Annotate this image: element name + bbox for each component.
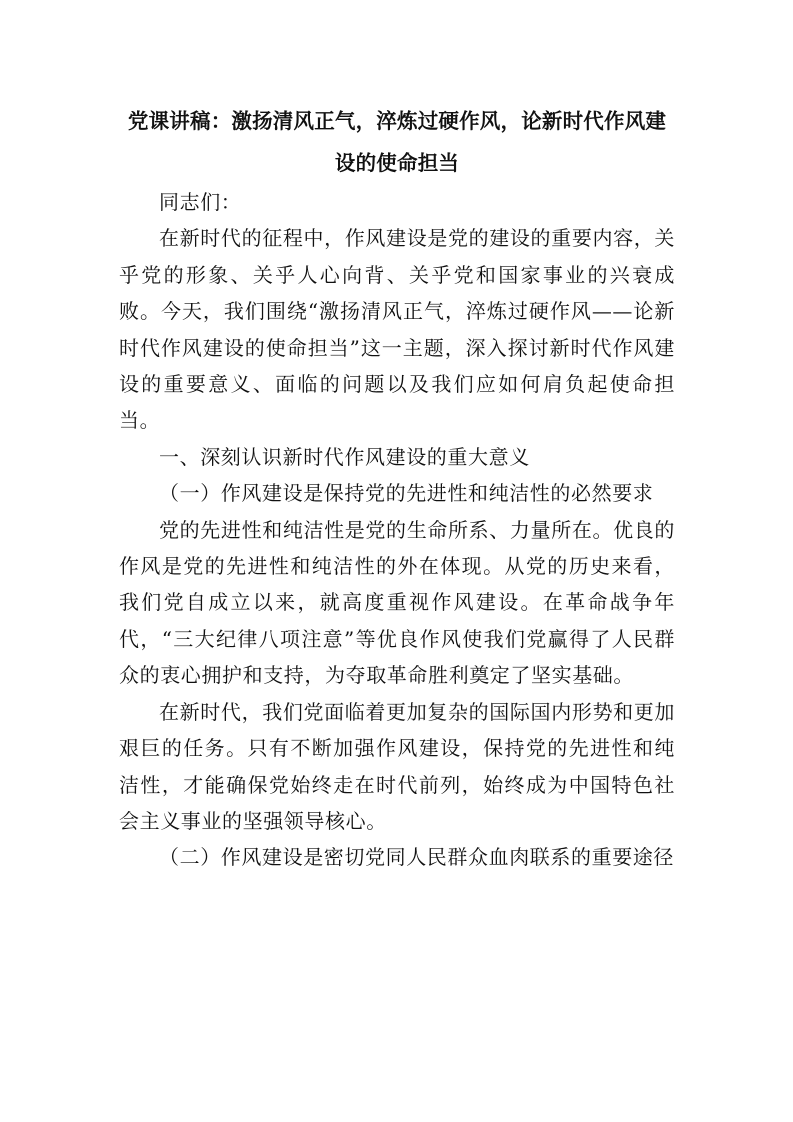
body-paragraph: 党的先进性和纯洁性是党的生命所系、力量所在。优良的作风是党的先进性和纯洁性的外在体现。从党的历史来看，我们党自成立以来，就高度重视作风建设。在革命战争年代，“三大纪律八项注意”等优良作风使我们党赢得了人民群众的衷心拥护和支持，为夺取革命胜利奠定了坚实基础。 xyxy=(119,517,675,688)
intro-paragraph: 在新时代的征程中，作风建设是党的建设的重要内容，关乎党的形象、关乎人心向背、关乎党和国家事业的兴衰成败。今天，我们围绕“激扬清风正气，淬炼过硬作风——论新时代作风建设的使命担当”这一主题，深入探讨新时代作风建设的重要意义、面临的问题以及我们应如何肩负起使命担当。 xyxy=(119,226,675,433)
section-heading-1: 一、深刻认识新时代作风建设的重大意义 xyxy=(159,444,530,469)
salutation: 同志们： xyxy=(159,190,242,214)
document-title: 党课讲稿：激扬清风正气，淬炼过硬作风，论新时代作风建设的使命担当 xyxy=(127,109,667,175)
document-body xyxy=(119,100,675,876)
subsection-heading-1: （一）作风建设是保持党的先进性和纯洁性的必然要求 xyxy=(159,481,654,506)
subsection-heading-2: （二）作风建设是密切党同人民群众血肉联系的重要途径 xyxy=(159,845,674,870)
body-paragraph: 在新时代，我们党面临着更加复杂的国际国内形势和更加艰巨的任务。只有不断加强作风建设，保持党的先进性和纯洁性，才能确保党始终走在时代前列，始终成为中国特色社会主义事业的坚强领导核心。 xyxy=(119,699,675,833)
